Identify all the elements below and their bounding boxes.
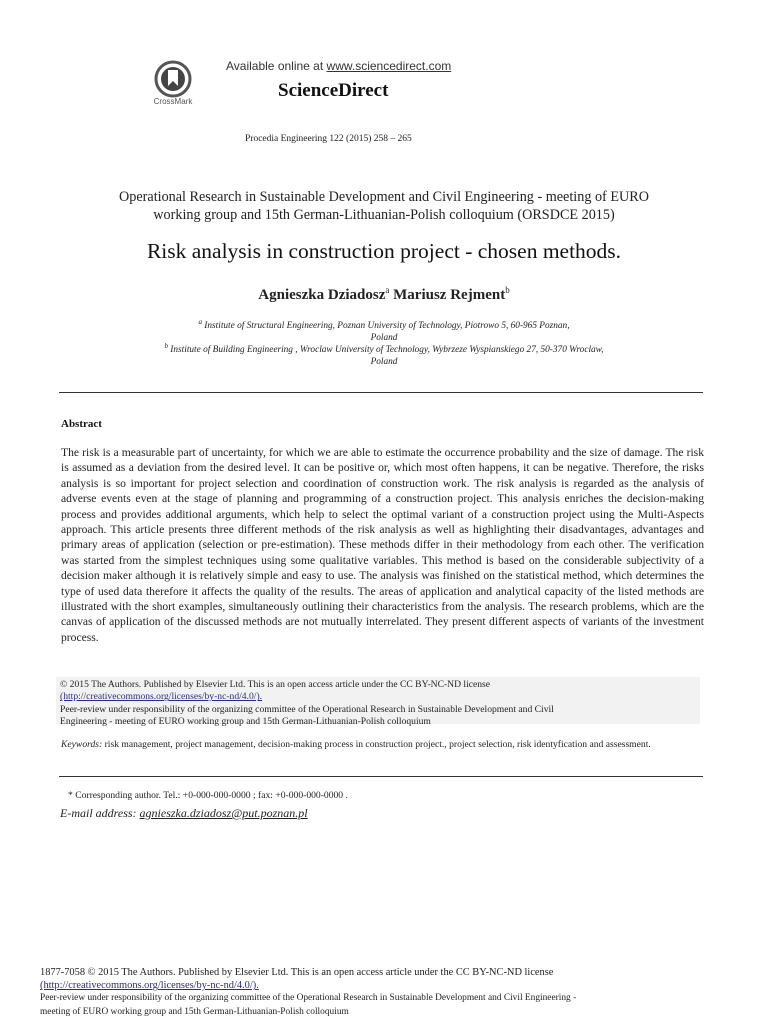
author-1-mark: a — [385, 285, 390, 295]
paper-title: Risk analysis in construction project - chosen methods. — [146, 239, 622, 263]
conference-name — [60, 188, 708, 224]
publisher-name: ScienceDirect — [278, 80, 389, 101]
footer-notice — [40, 966, 700, 1019]
affiliation-a-line2: Poland — [370, 333, 398, 344]
sciencedirect-link[interactable]: www.sciencedirect.com — [326, 59, 452, 73]
crossmark-label: CrossMark — [153, 97, 193, 106]
license-line-1: © 2015 The Authors. Published by Elsevier Ltd. This is an open access article under the CC BY-NC-ND license — [60, 679, 491, 690]
license-notice — [60, 679, 700, 729]
corresponding-author: * Corresponding author. Tel.: +0-000-000-0000 ; fax: +0-000-000-0000 . — [68, 790, 348, 801]
authors — [40, 285, 728, 304]
divider-top — [59, 392, 703, 393]
license-link[interactable]: (http://creativecommons.org/licenses/by-nc-nd/4.0/). — [60, 691, 263, 703]
affiliation-b-line1: Institute of Building Engineering , Wroclaw University of Technology, Wybrzeze Wyspianskiego 27, 50-370 Wroclaw, — [170, 345, 604, 356]
email-link[interactable]: agnieszka.dziadosz@put.poznan.pl — [139, 806, 308, 820]
affiliation-b-line2: Poland — [370, 357, 398, 368]
license-line-4: Engineering - meeting of EURO working group and 15th German-Lithuanian-Polish colloquium — [60, 716, 431, 728]
footer-line-4: meeting of EURO working group and 15th German-Lithuanian-Polish colloquium — [40, 1006, 349, 1017]
divider-bottom — [59, 776, 703, 777]
keywords-text: risk management, project management, decision-making process in construction project., project selection, risk identyfication and assessment. — [102, 739, 651, 750]
journal-reference: Procedia Engineering 122 (2015) 258 – 265 — [245, 134, 412, 144]
affiliation-b-mark: b — [164, 342, 168, 350]
author-2: Mariusz Rejment — [393, 287, 506, 303]
footer-line-1: 1877-7058 © 2015 The Authors. Published by Elsevier Ltd. This is an open access article under the CC BY-NC-ND license — [40, 967, 554, 978]
conference-line-1: Operational Research in Sustainable Development and Civil Engineering - meeting of EURO — [119, 189, 649, 205]
keywords — [61, 739, 701, 752]
keywords-label: Keywords: — [61, 739, 103, 750]
author-2-mark: b — [505, 285, 510, 295]
footer-license-link[interactable]: (http://creativecommons.org/licenses/by-nc-nd/4.0/). — [40, 980, 259, 992]
available-online — [226, 59, 451, 73]
footer-line-3: Peer-review under responsibility of the organizing committee of the Operational Research in Sustainable Development and Civil Engineering - — [40, 993, 577, 1004]
email-address — [60, 806, 308, 821]
crossmark-icon — [148, 60, 198, 100]
conference-line-2: working group and 15th German-Lithuanian-Polish colloquium (ORSDCE 2015) — [153, 207, 615, 223]
available-online-prefix: Available online at — [226, 59, 327, 73]
affiliation-a-line1: Institute of Structural Engineering, Poznan University of Technology, Piotrowo 5, 60-965 Poznan, — [204, 321, 570, 332]
author-1: Agnieszka Dziadosz — [258, 287, 386, 303]
email-label: E-mail address: — [60, 806, 140, 820]
affiliation-a-mark: a — [198, 318, 202, 326]
abstract-text: The risk is a measurable part of uncertainty, for which we are able to estimate the occurrence probability and the size of damage. The risk is assumed as a deviation from the desired level. It can be positive or, which most often happens, it can be negative. Therefore, the risks analysis is so important for project selection and coordination of construction work. The risk analysis is regarded as the analysis of adverse events even at the stage of planning and programming of a construction project. This analysis enriches the decision-making process and provides additional arguments, which help to select the optimal variant of a construction project using the Multi-Aspects approach. This article presents three different methods of the risk analysis as well as highlighting their disadvantages, advantages and primary areas of application (selection or pre-estimation). These methods differ in their methodology from each other. The verification was started from the simplest techniques using some qualitative variables. This method is based on the considerable subjectivity of a decision maker although it is relatively simple and easy to use. The analysis was finished on the statistical method, which determines the type of used data therefore it affects the quality of the results. The areas of application and analytical capacity of the listed methods are illustrated with the short examples, simultaneously outlining their characteristics from the analysis. The research problems, which are the canvas of application of the discussed methods are not mutually interrelated. They present different aspects of variants of the investment process. — [61, 446, 704, 644]
license-line-3: Peer-review under responsibility of the organizing committee of the Operational Research in Sustainable Development and Civil — [60, 703, 554, 715]
abstract-heading: Abstract — [61, 418, 102, 430]
affiliation-b — [110, 340, 658, 368]
